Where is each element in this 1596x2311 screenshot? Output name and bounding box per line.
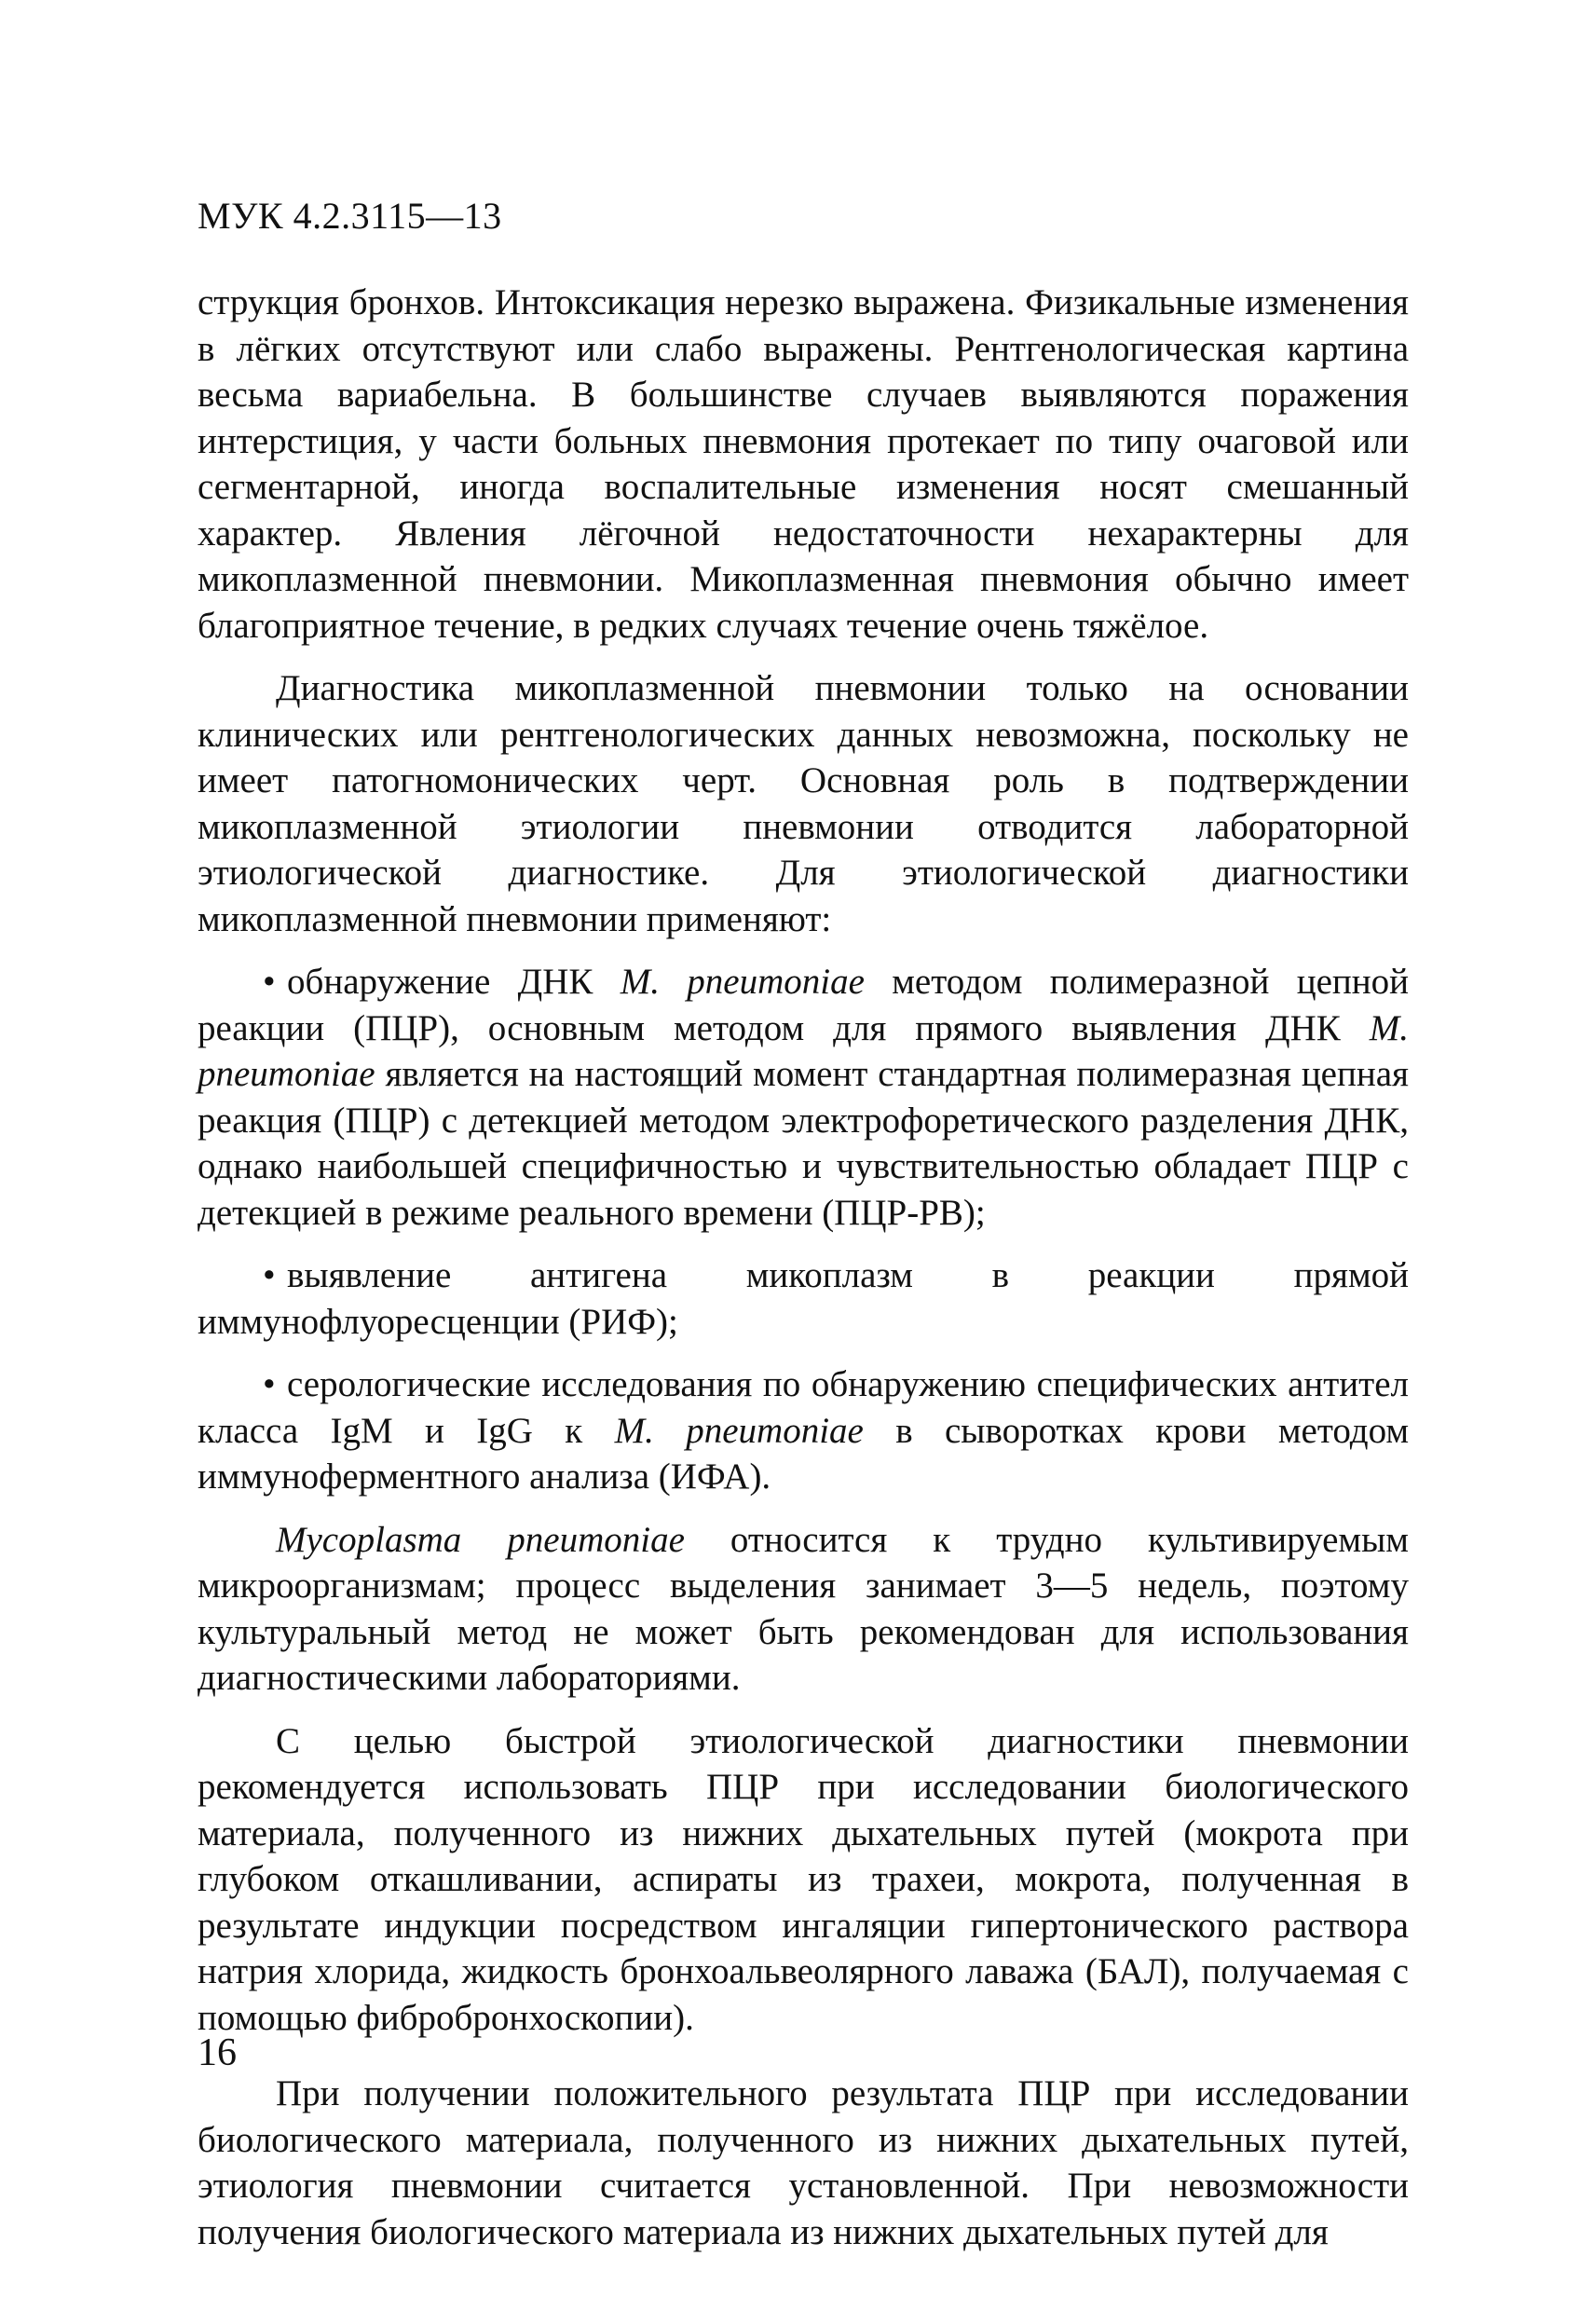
- running-head: МУК 4.2.3115—13: [198, 195, 502, 237]
- species-name: M. pneumoniae: [614, 1410, 864, 1451]
- species-name: Mycoplasma pneumoniae: [276, 1519, 685, 1560]
- list-item-text: в сыворотках крови методом иммуноферментного анализа (ИФА).: [198, 1410, 1409, 1497]
- species-name: M. pneumoniae: [198, 1007, 1409, 1094]
- paragraph-text: относится к трудно культивируемым микроорганизмам; процесс выделения занимает 3—5 недель, поэтому культуральный метод не может быть рекомендован для использования диагностическими лабораториями.: [198, 1519, 1409, 1698]
- list-item-pcr: [198, 959, 1409, 1236]
- list-item-text: методом полимеразной цепной реакции (ПЦР), основным методом для прямого выявления ДНК: [198, 962, 1410, 1048]
- page-number: 16: [198, 2031, 237, 2074]
- list-item-text: серологические исследования по обнаружению специфических антител класса IgM и IgG к: [198, 1364, 1409, 1451]
- list-item-serology: [198, 1361, 1409, 1500]
- paragraph-pcr-recommendation: С целью быстрой этиологической диагностики пневмонии рекомендуется использовать ПЦР при исследовании биологического материала, полученного из нижних дыхательных путей (мокрота при глубоком откашливании, аспираты из трахеи, мокрота, полученная в результате индукции посредством ингаляции гипертонического раствора натрия хлорида, жидкость бронхоальвеолярного лаважа (БАЛ), получаемая с помощью фибробронхоскопии).: [198, 1720, 1409, 2038]
- list-item-text: является на настоящий момент стандартная полимеразная цепная реакция (ПЦР) с детекцией методом электрофоретического разделения ДНК, однако наибольшей специфичностью и чувствительностью обладает ПЦР с детекцией в режиме реального времени (ПЦР-РВ);: [198, 1054, 1409, 1233]
- paragraph-diagnostics: Диагностика микоплазменной пневмонии только на основании клинических или рентгенологических данных невозможна, поскольку не имеет патогномонических черт. Основная роль в подтверждении микоплазменной этиологии пневмонии отводится лабораторной этиологической диагностике. Для этиологической диагностики микоплазменной пневмонии применяют:: [198, 668, 1409, 939]
- list-item-text: выявление антигена микоплазм в реакции прямой иммунофлуоресценции (РИФ);: [198, 1255, 1409, 1342]
- paragraph-continuation: струкция бронхов. Интоксикация нерезко выражена. Физикальные изменения в лёгких отсутствуют или слабо выражены. Рентгенологическая картина весьма вариабельна. В большинстве случаев выявляются поражения интерстиция, у части больных пневмония протекает по типу очаговой или сегментарной, иногда воспалительные изменения носят смешанный характер. Явления лёгочной недостаточности нехарактерны для микоплазменной пневмонии. Микоплазменная пневмония обычно имеет благоприятное течение, в редких случаях течение очень тяжёлое.: [198, 282, 1409, 646]
- bullet-icon: •: [263, 1255, 276, 1295]
- list-item-rif: [198, 1252, 1409, 1345]
- paragraph-culture: [198, 1517, 1409, 1702]
- list-item-text: обнаружение ДНК: [287, 962, 621, 1002]
- body-text: [198, 280, 1409, 2272]
- paragraph-positive-result: При получении положительного результата ПЦР при исследовании биологического материала, полученного из нижних дыхательных путей, этиология пневмонии считается установленной. При невозможности получения биологического материала из нижних дыхательных путей для: [198, 2073, 1409, 2252]
- species-name: M. pneumoniae: [620, 962, 865, 1002]
- bullet-icon: •: [263, 962, 276, 1002]
- bullet-icon: •: [263, 1364, 276, 1404]
